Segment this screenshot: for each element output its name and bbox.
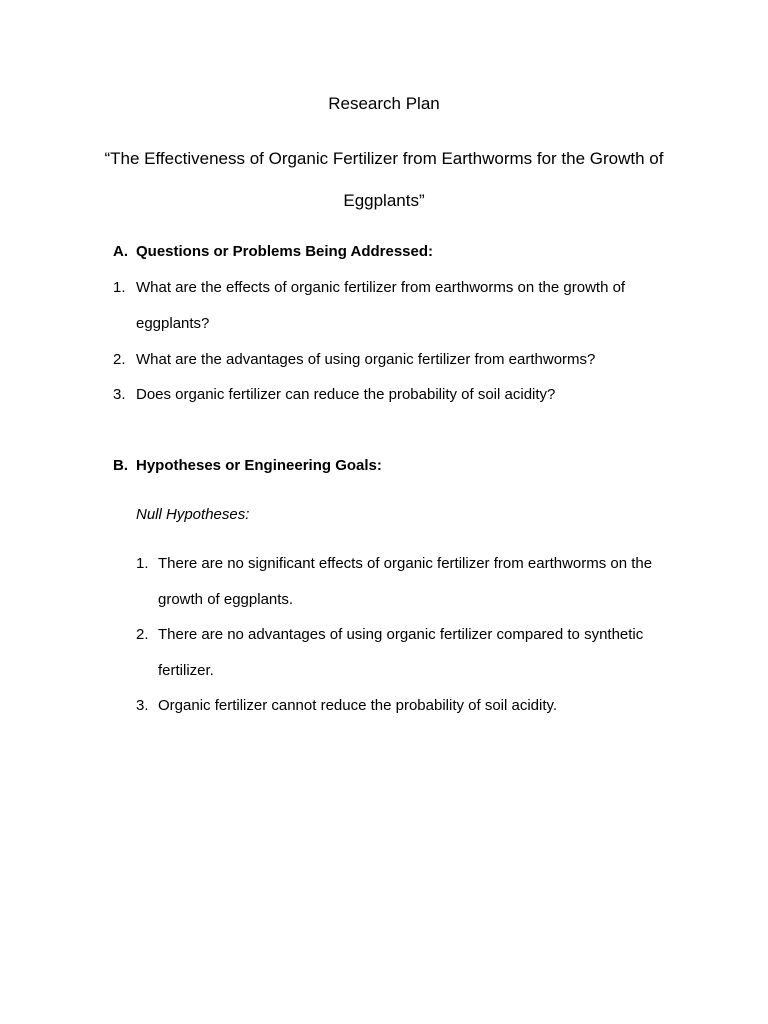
list-item-text-line-1: What are the advantages of using organic fertilizer from earthworms? [136,351,596,368]
list-item-text-line-2: eggplants? [136,315,210,332]
list-item-marker: 1. [113,279,126,296]
list-item-text-line-1: There are no significant effects of organic fertilizer from earthworms on the [158,555,653,572]
section-a-heading: Questions or Problems Being Addressed: [136,243,434,260]
list-item-marker: 3. [136,697,149,714]
document-title-line-2: Eggplants” [343,191,425,210]
list-item-marker: 1. [136,555,149,572]
list-item-marker: 3. [113,386,126,403]
document-heading: Research Plan [328,94,440,113]
list-item-text-line-2: growth of eggplants. [158,591,294,608]
list-item-text-line-1: There are no advantages of using organic fertilizer compared to synthetic [158,626,644,643]
list-item-text-line-1: Does organic fertilizer can reduce the probability of soil acidity? [136,386,556,403]
document-title-line-1: “The Effectiveness of Organic Fertilizer from Earthworms for the Growth of [104,149,664,168]
list-item-text-line-1: Organic fertilizer cannot reduce the probability of soil acidity. [158,697,558,714]
list-item-text-line-1: What are the effects of organic fertilizer from earthworms on the growth of [136,279,626,296]
list-item-marker: 2. [113,351,126,368]
section-b-heading: Hypotheses or Engineering Goals: [136,457,382,474]
section-a-marker: A. [113,243,128,260]
list-item-marker: 2. [136,626,149,643]
null-hypotheses-subheading: Null Hypotheses: [136,506,250,523]
section-b-marker: B. [113,457,128,474]
list-item-text-line-2: fertilizer. [158,662,214,679]
